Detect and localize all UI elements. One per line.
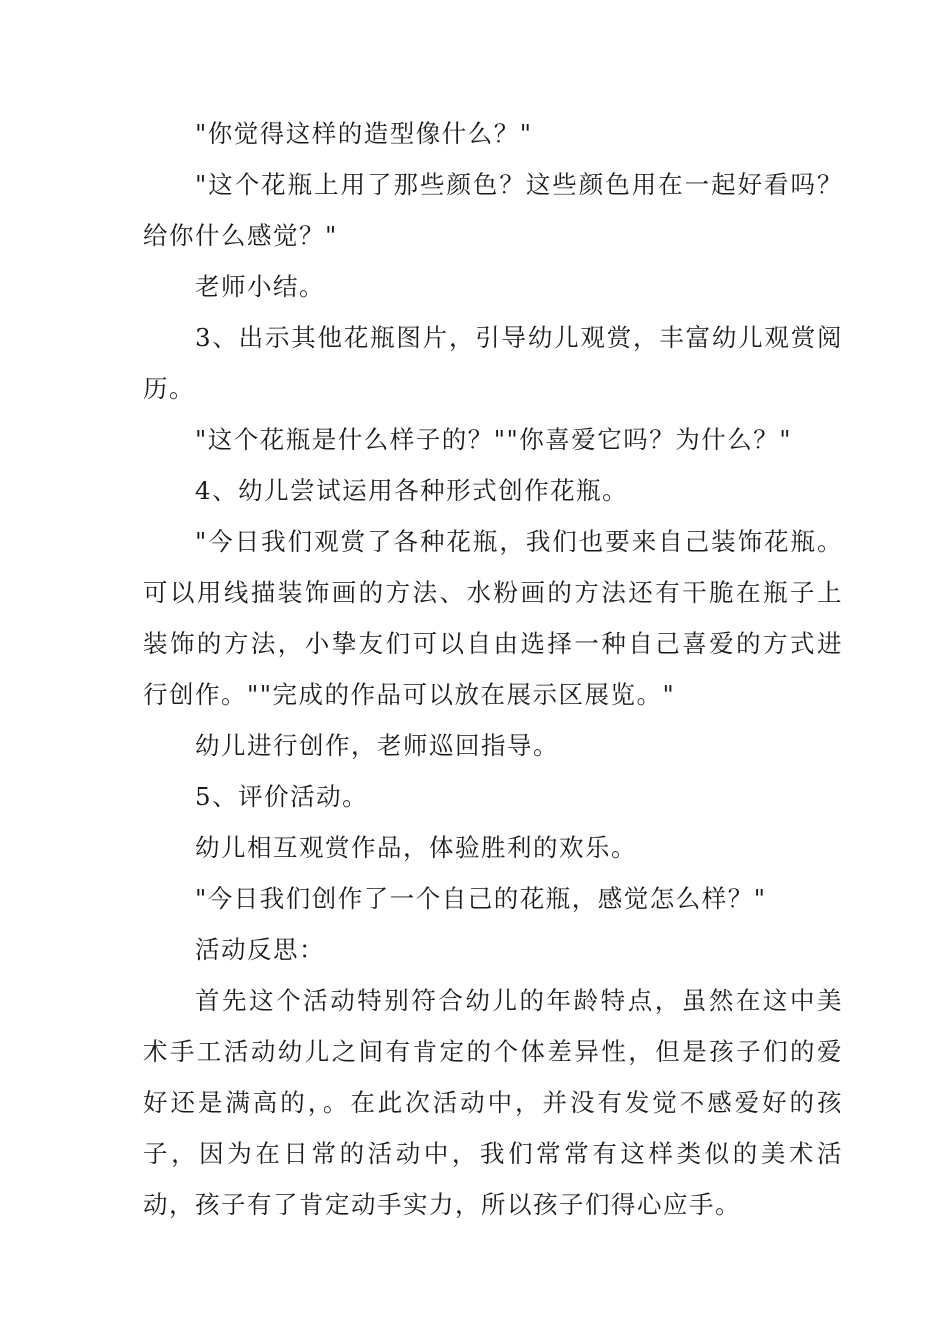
document-body [143, 108, 843, 1230]
paragraph-step-4: 4、幼儿尝试运用各种形式创作花瓶。 [195, 476, 629, 505]
paragraph-creation-instructions: "今日我们观赏了各种花瓶，我们也要来自己装饰花瓶。可以用线描装饰画的方法、水粉画的方法还有干脆在瓶子上装饰的方法，小挚友们可以自由选择一种自己喜爱的方式进行创作。""完成的作品可以放在展示区展览。" [143, 527, 843, 709]
paragraph-reflection-heading: 活动反思： [195, 935, 325, 964]
paragraph-teacher-summary: 老师小结。 [195, 272, 325, 301]
paragraph-appreciate-works: 幼儿相互观赏作品，体验胜利的欢乐。 [195, 833, 637, 862]
paragraph-question-colors: "这个花瓶上用了那些颜色？这些颜色用在一起好看吗？给你什么感觉？" [143, 170, 843, 250]
paragraph-step-5: 5、评价活动。 [195, 782, 369, 811]
paragraph-reflection-body: 首先这个活动特别符合幼儿的年龄特点，虽然在这中美术手工活动幼儿之间有肯定的个体差异性，但是孩子们的爱好还是满高的，。在此次活动中，并没有发觉不感爱好的孩子，因为在日常的活动中，我们常常有这样类似的美术活动，孩子有了肯定动手实力，所以孩子们得心应手。 [143, 986, 843, 1219]
paragraph-question-feeling: "今日我们创作了一个自己的花瓶，感觉怎么样？" [195, 884, 767, 913]
paragraph-children-create: 幼儿进行创作，老师巡回指导。 [195, 731, 559, 760]
paragraph-question-vase-look: "这个花瓶是什么样子的？""你喜爱它吗？为什么？" [195, 425, 793, 454]
paragraph-step-3: 3、出示其他花瓶图片，引导幼儿观赏，丰富幼儿观赏阅历。 [143, 323, 843, 403]
paragraph-question-shape: "你觉得这样的造型像什么？" [195, 119, 533, 148]
